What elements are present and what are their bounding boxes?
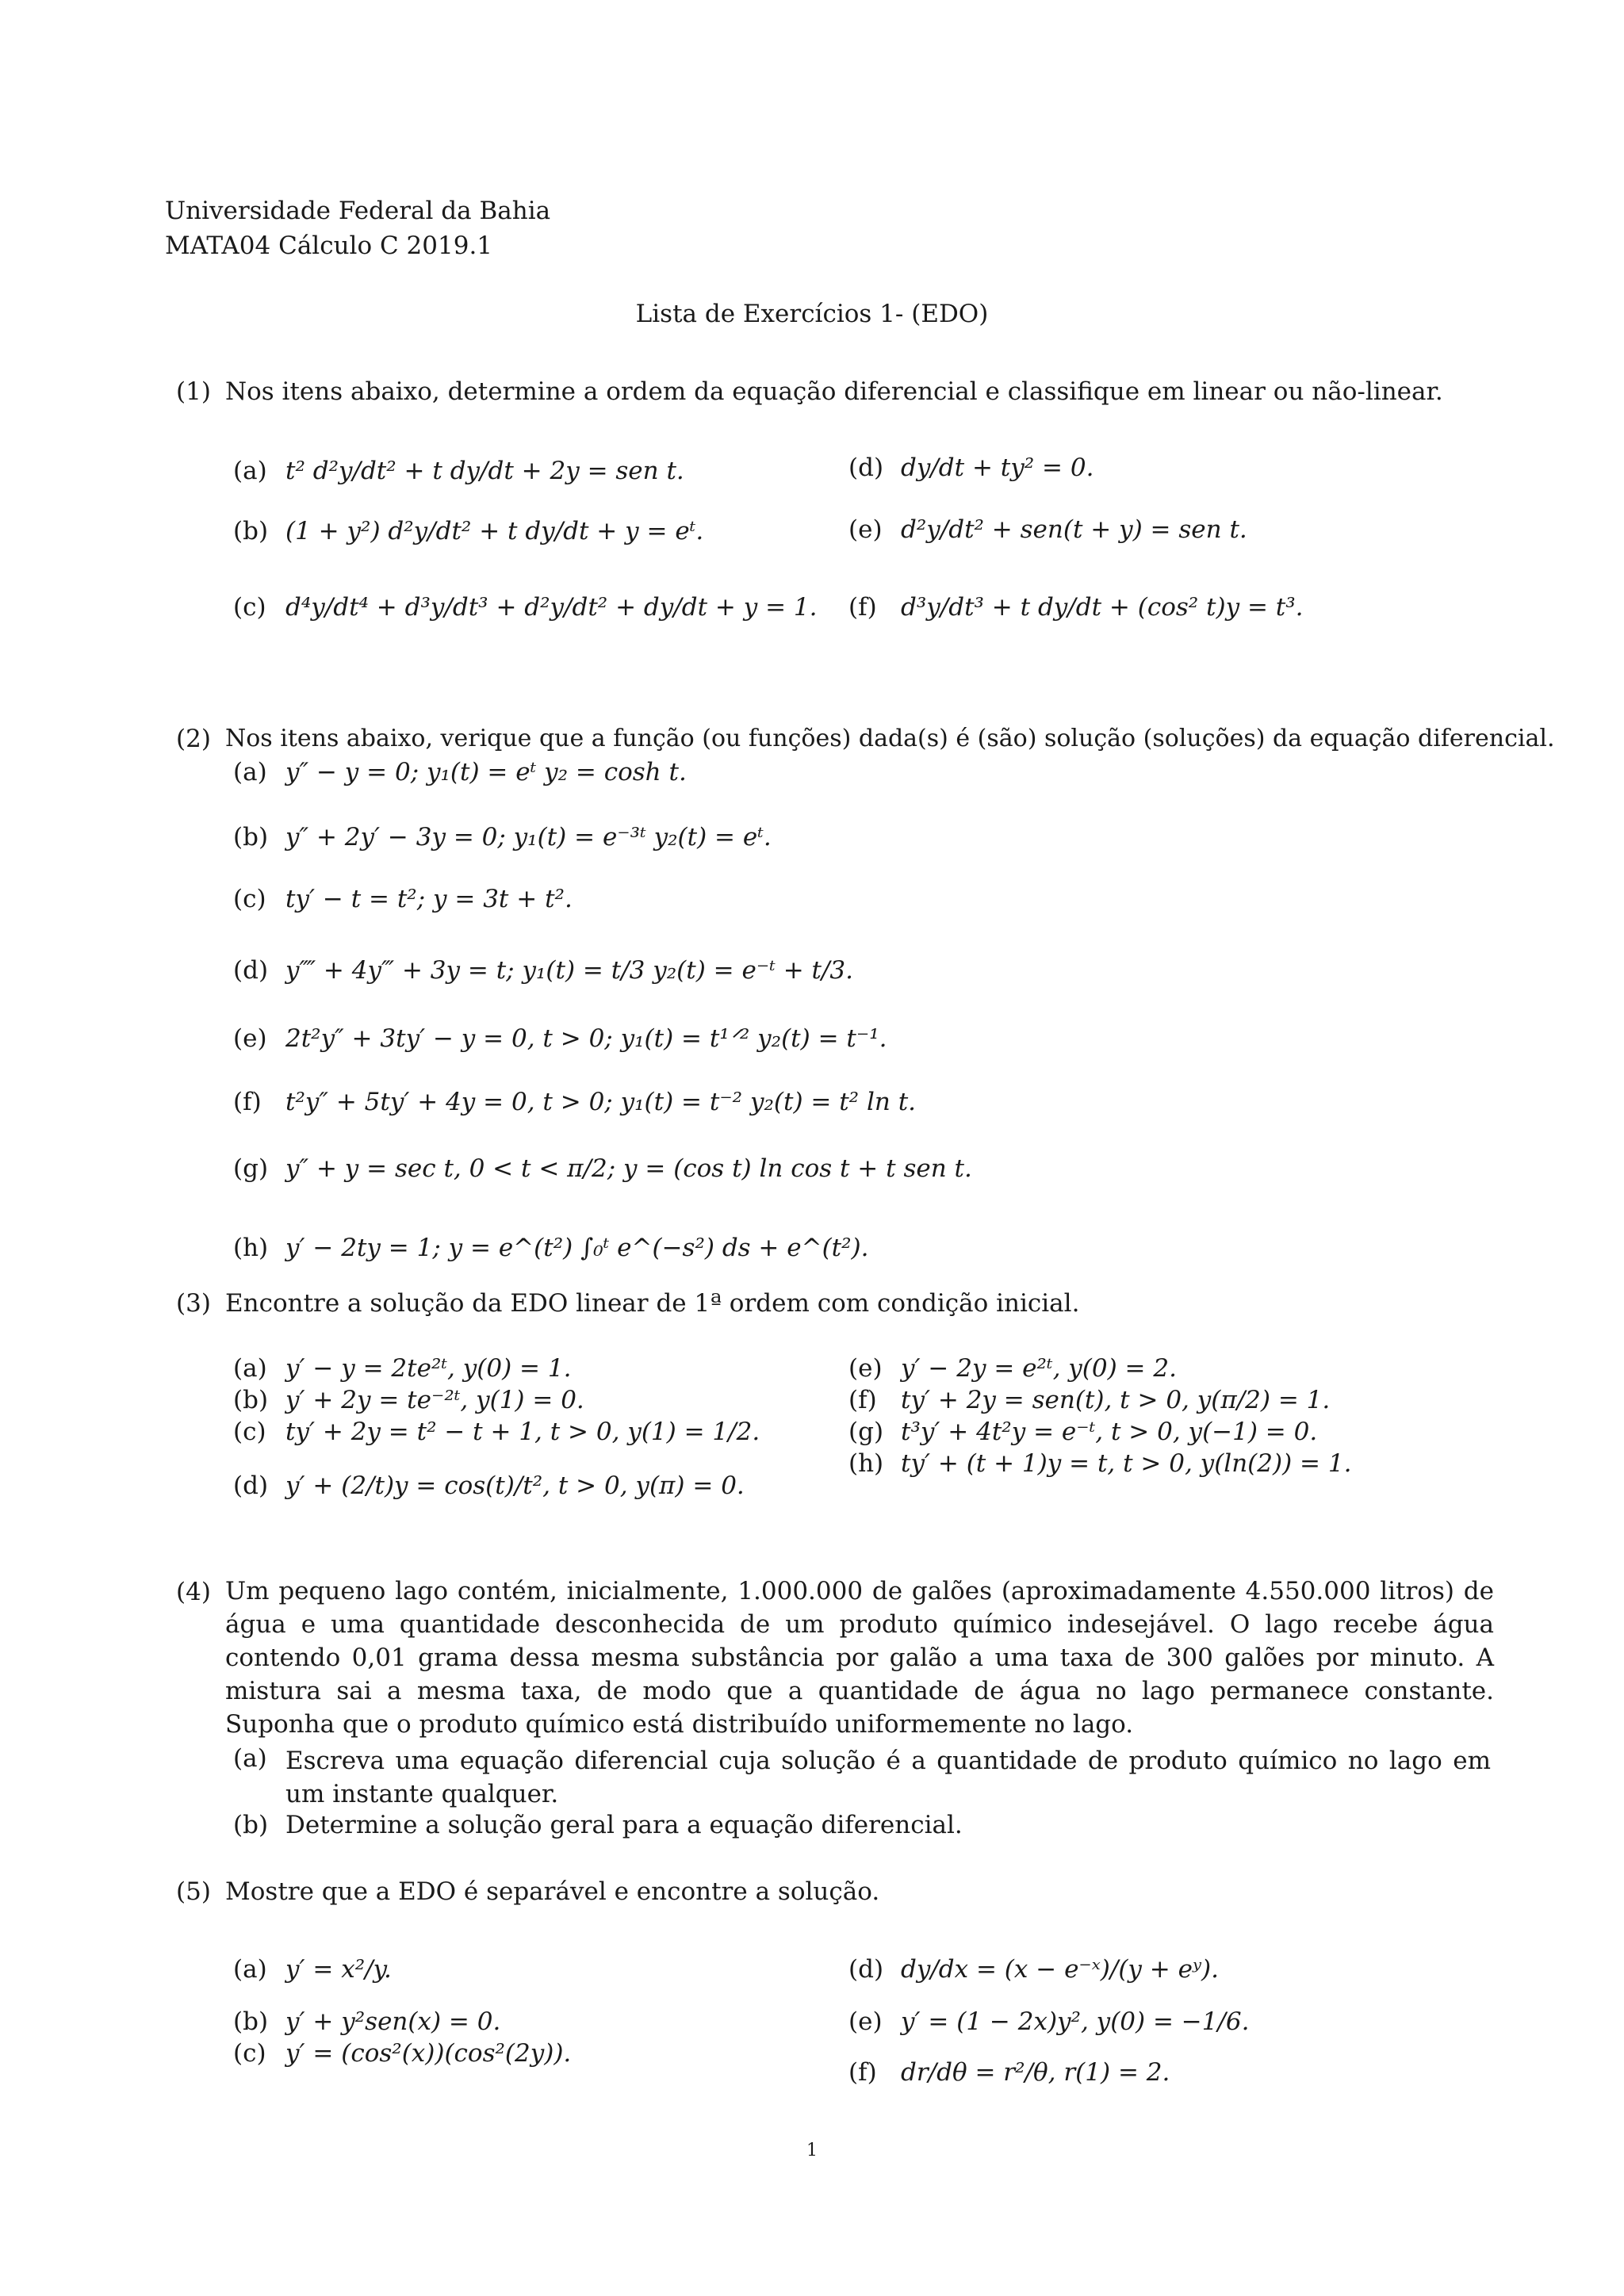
list-item: (g) y″ + y = sec t, 0 < t < π/2; y = (cos t) ln cos t + t sen t.: [233, 1154, 972, 1183]
page-number: 1: [806, 2141, 818, 2160]
list-item: (c) ty′ + 2y = t² − t + 1, t > 0, y(1) = 1/2.: [233, 1418, 760, 1446]
equation: t² d²y/dt² + t dy/dt + 2y = sen t.: [285, 457, 684, 485]
list-item: (a) Escreva uma equação diferencial cuja solução é a quantidade de produto químico no lago em um instante qualquer.: [233, 1744, 1491, 1808]
course-name: MATA04 Cálculo C 2019.1: [165, 232, 493, 260]
list-item: (f) t²y″ + 5ty′ + 4y = 0, t > 0; y₁(t) = t⁻² y₂(t) = t² ln t.: [233, 1088, 917, 1116]
list-item: (e) y′ = (1 − 2x)y², y(0) = −1/6.: [848, 2007, 1250, 2036]
equation: (1 + y²) d²y/dt² + t dy/dt + y = eᵗ.: [285, 517, 704, 545]
equation: d³y/dt³ + t dy/dt + (cos² t)y = t³.: [901, 593, 1304, 622]
list-item: (a) y′ = x²/y.: [233, 1955, 392, 1984]
question-number: (3): [176, 1289, 211, 1318]
question-text: Nos itens abaixo, verique que a função (ou funções) dada(s) é (são) solução (soluções) da equação diferencial.: [225, 725, 1555, 752]
list-item: (c) ty′ − t = t²; y = 3t + t².: [233, 885, 573, 913]
equation: y′ + (2/t)y = cos(t)/t², t > 0, y(π) = 0.: [285, 1471, 745, 1500]
equation: y⁗ + 4y‴ + 3y = t; y₁(t) = t/3 y₂(t) = e⁻ᵗ + t/3.: [285, 956, 853, 985]
list-item: (b) y′ + 2y = te⁻²ᵗ, y(1) = 0.: [233, 1386, 584, 1414]
question-text: Encontre a solução da EDO linear de 1ª ordem com condição inicial.: [225, 1289, 1080, 1318]
equation: dy/dx = (x − e⁻ˣ)/(y + eʸ).: [901, 1955, 1219, 1984]
list-item: (d) y′ + (2/t)y = cos(t)/t², t > 0, y(π) = 0.: [233, 1471, 745, 1500]
equation: y′ = (1 − 2x)y², y(0) = −1/6.: [901, 2007, 1250, 2036]
list-item: (b) y″ + 2y′ − 3y = 0; y₁(t) = e⁻³ᵗ y₂(t) = eᵗ.: [233, 823, 772, 851]
equation: y′ − 2ty = 1; y = e^(t²) ∫₀ᵗ e^(−s²) ds + e^(t²).: [285, 1234, 869, 1262]
list-item: (e) y′ − 2y = e²ᵗ, y(0) = 2.: [848, 1354, 1177, 1383]
list-item: (a) y″ − y = 0; y₁(t) = eᵗ y₂ = cosh t.: [233, 758, 687, 786]
list-item: (d) y⁗ + 4y‴ + 3y = t; y₁(t) = t/3 y₂(t) = e⁻ᵗ + t/3.: [233, 956, 853, 985]
list-item: (d) dy/dx = (x − e⁻ˣ)/(y + eʸ).: [848, 1955, 1219, 1984]
list-item: (g) t³y′ + 4t²y = e⁻ᵗ, t > 0, y(−1) = 0.: [848, 1418, 1318, 1446]
question-number: (2): [176, 725, 211, 753]
question-text: Mostre que a EDO é separável e encontre a solução.: [225, 1877, 880, 1906]
equation: y″ + 2y′ − 3y = 0; y₁(t) = e⁻³ᵗ y₂(t) = eᵗ.: [285, 823, 772, 851]
question-text: Um pequeno lago contém, inicialmente, 1.000.000 de galões (aproximadamente 4.550.000 litros) de água e uma quantidade desconhecida de um produto químico indesejável. O lago recebe água contendo 0,01 grama dessa mesma substância por galão a uma taxa de 300 galões por minuto. A mistura sai a mesma taxa, de modo que a quantidade de água no lago permanece constante. Suponha que o produto químico está distribuído uniformemente no lago.: [225, 1577, 1494, 1739]
page-title: Lista de Exercícios 1- (EDO): [635, 300, 989, 328]
equation: y″ + y = sec t, 0 < t < π/2; y = (cos t) ln cos t + t sen t.: [285, 1154, 972, 1183]
list-item: (f) dr/dθ = r²/θ, r(1) = 2.: [848, 2058, 1170, 2087]
list-item: (b) (1 + y²) d²y/dt² + t dy/dt + y = eᵗ.: [233, 517, 704, 545]
equation: ty′ + (t + 1)y = t, t > 0, y(ln(2)) = 1.: [901, 1449, 1352, 1478]
university-name: Universidade Federal da Bahia: [165, 197, 551, 225]
list-item: (h) ty′ + (t + 1)y = t, t > 0, y(ln(2)) = 1.: [848, 1449, 1352, 1478]
equation: d⁴y/dt⁴ + d³y/dt³ + d²y/dt² + dy/dt + y = 1.: [285, 593, 818, 622]
list-item: (a) t² d²y/dt² + t dy/dt + 2y = sen t.: [233, 457, 684, 485]
list-item: (b) y′ + y²sen(x) = 0.: [233, 2007, 501, 2036]
equation: ty′ − t = t²; y = 3t + t².: [285, 885, 573, 913]
list-item: (d) dy/dt + ty² = 0.: [848, 453, 1094, 482]
equation: 2t²y″ + 3ty′ − y = 0, t > 0; y₁(t) = t¹ᐟ² y₂(t) = t⁻¹.: [285, 1024, 887, 1053]
equation: ty′ + 2y = sen(t), t > 0, y(π/2) = 1.: [901, 1386, 1331, 1414]
equation: y′ = x²/y.: [285, 1955, 392, 1984]
equation: t³y′ + 4t²y = e⁻ᵗ, t > 0, y(−1) = 0.: [901, 1418, 1318, 1446]
equation: d²y/dt² + sen(t + y) = sen t.: [901, 515, 1247, 544]
equation: y′ − y = 2te²ᵗ, y(0) = 1.: [285, 1354, 572, 1383]
equation: y′ − 2y = e²ᵗ, y(0) = 2.: [901, 1354, 1177, 1383]
list-item: (e) 2t²y″ + 3ty′ − y = 0, t > 0; y₁(t) = t¹ᐟ² y₂(t) = t⁻¹.: [233, 1024, 887, 1053]
list-item: (c) y′ = (cos²(x))(cos²(2y)).: [233, 2039, 572, 2068]
question-number: (1): [176, 377, 211, 406]
list-item: (c) d⁴y/dt⁴ + d³y/dt³ + d²y/dt² + dy/dt + y = 1.: [233, 593, 818, 622]
equation: y″ − y = 0; y₁(t) = eᵗ y₂ = cosh t.: [285, 758, 687, 786]
equation: t²y″ + 5ty′ + 4y = 0, t > 0; y₁(t) = t⁻² y₂(t) = t² ln t.: [285, 1088, 917, 1116]
equation: dr/dθ = r²/θ, r(1) = 2.: [901, 2058, 1170, 2087]
equation: ty′ + 2y = t² − t + 1, t > 0, y(1) = 1/2.: [285, 1418, 760, 1446]
list-item: (b) Determine a solução geral para a equação diferencial.: [233, 1811, 963, 1839]
equation: dy/dt + ty² = 0.: [901, 453, 1094, 482]
equation: y′ + y²sen(x) = 0.: [285, 2007, 501, 2036]
question-text: Nos itens abaixo, determine a ordem da equação diferencial e classifique em linear ou não-linear.: [225, 377, 1443, 406]
list-item: (h) y′ − 2ty = 1; y = e^(t²) ∫₀ᵗ e^(−s²) ds + e^(t²).: [233, 1234, 869, 1262]
list-item: (e) d²y/dt² + sen(t + y) = sen t.: [848, 515, 1247, 544]
list-item: (f) ty′ + 2y = sen(t), t > 0, y(π/2) = 1.: [848, 1386, 1331, 1414]
list-item: (f) d³y/dt³ + t dy/dt + (cos² t)y = t³.: [848, 593, 1304, 622]
question-number: (4): [176, 1578, 211, 1606]
equation: y′ + 2y = te⁻²ᵗ, y(1) = 0.: [285, 1386, 584, 1414]
equation: y′ = (cos²(x))(cos²(2y)).: [285, 2039, 572, 2068]
question-number: (5): [176, 1877, 211, 1906]
list-item: (a) y′ − y = 2te²ᵗ, y(0) = 1.: [233, 1354, 572, 1383]
